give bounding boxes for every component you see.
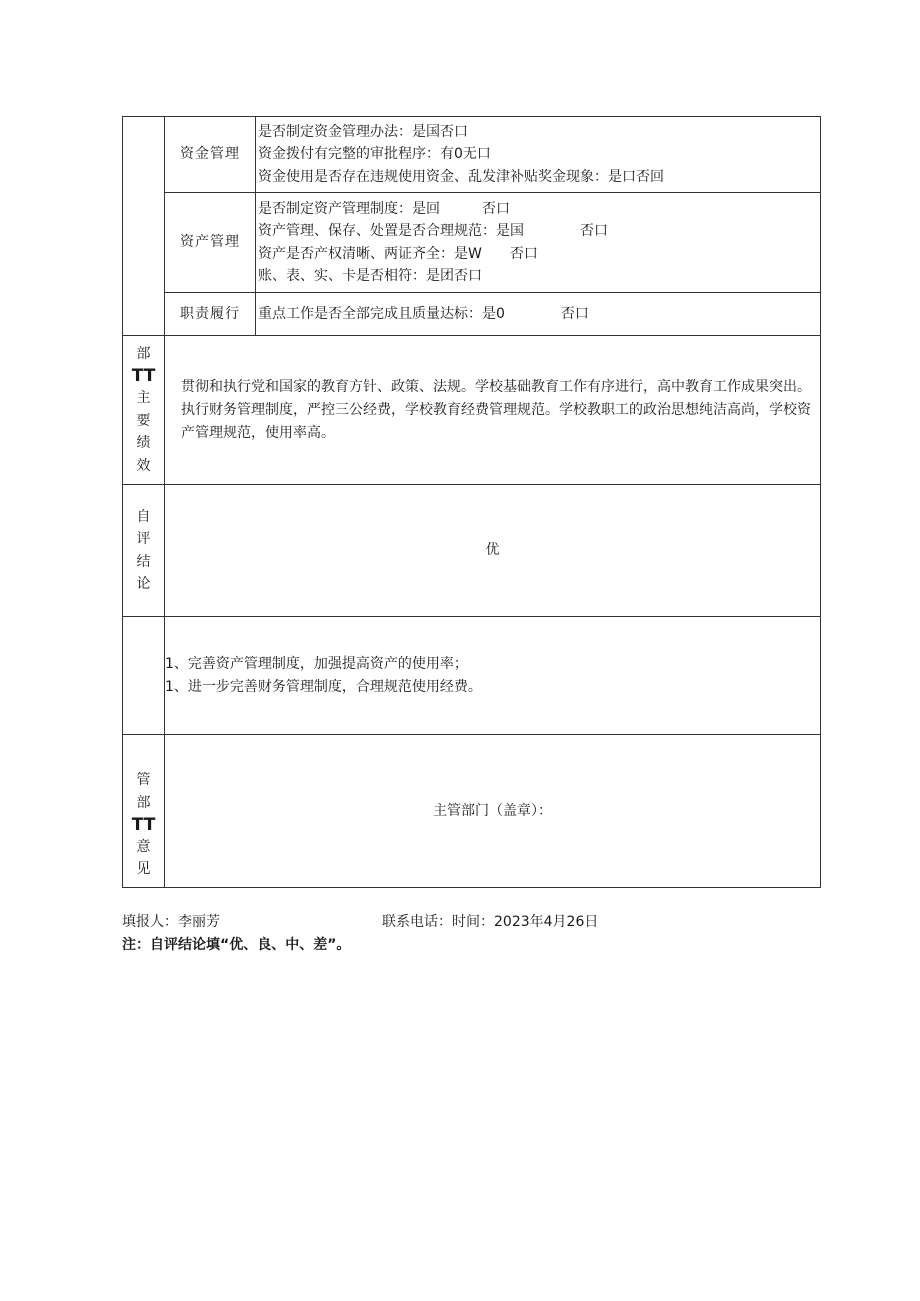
stamp-text: 主管部门（盖章）：: [165, 735, 821, 888]
opinion-row: [123, 735, 821, 888]
label-char: 管: [136, 772, 151, 789]
fund-line: 是否制定资金管理办法：是国否口: [258, 123, 468, 140]
asset-line: 资产管理、保存、处置是否合理规范：是国 否口: [258, 223, 608, 239]
label-char: 主: [136, 390, 151, 407]
label-char: 绩: [136, 435, 151, 452]
performance-text: 贯彻和执行党和国家的教育方针、政策、法规。学校基础教育工作有序进行，高中教育工作成果突出。执行财务管理制度，严控三公经费，学校教育经费管理规范。学校教职工的政治思想纯洁高尚，学校资产管理规范，使用率高。: [181, 378, 811, 441]
suggestions-section-label: [123, 617, 165, 735]
label-char: 部: [136, 346, 151, 363]
asset-line: 账、表、实、卡是否相符：是团否口: [258, 268, 482, 284]
self-eval-section-label: [123, 485, 165, 617]
self-eval-value: 优: [165, 485, 821, 617]
performance-row: [123, 336, 821, 485]
label-char: TT: [131, 815, 156, 835]
fund-lines: [256, 117, 821, 193]
performance-section-label: [123, 336, 165, 485]
label-char: TT: [131, 366, 156, 387]
footer: [122, 912, 822, 955]
management-section-label: [123, 117, 165, 336]
duty-line: 重点工作是否全部完成且质量达标：是0 否口: [256, 293, 821, 336]
opinion-section-label: [123, 735, 165, 888]
label-char: 自: [136, 508, 151, 525]
asset-row: [123, 193, 821, 293]
reporter: 填报人：李丽芳: [122, 914, 220, 930]
footer-row: [122, 912, 822, 932]
suggestion-item: 1、完善资产管理制度，加强提高资产的使用率；: [165, 655, 468, 672]
label-char: 效: [136, 457, 151, 474]
fund-row: [123, 117, 821, 193]
asset-line: 是否制定资产管理制度：是回 否口: [258, 200, 510, 217]
asset-line: 资产是否产权清晰、两证齐全：是W 否口: [258, 245, 538, 262]
label-char: 部: [136, 794, 151, 811]
asset-label: 资产管理: [165, 193, 256, 293]
fund-line: 资金拨付有完整的审批程序：有0无口: [258, 146, 491, 163]
suggestions-cell: [165, 617, 821, 735]
label-char: 见: [136, 861, 151, 878]
footer-note: 注：自评结论填“优、良、中、差”。: [122, 937, 351, 953]
suggestion-item: 1、进一步完善财务管理制度，合理规范使用经费。: [165, 678, 482, 695]
fund-line: 资金使用是否存在违规使用资金、乱发津补贴奖金现象：是口否回: [258, 168, 664, 185]
label-char: 评: [136, 531, 151, 548]
self-eval-row: [123, 485, 821, 617]
label-char: 要: [136, 412, 151, 429]
duty-row: [123, 293, 821, 336]
fund-label: 资金管理: [165, 117, 256, 193]
performance-text-cell: [165, 336, 821, 485]
label-char: 论: [136, 575, 151, 592]
duty-label: 职责履行: [165, 293, 256, 336]
label-char: 意: [136, 839, 151, 855]
contact-info: 联系电话：时间：2023年4月26日: [382, 914, 599, 930]
asset-lines: [256, 193, 821, 293]
evaluation-form-table: [122, 116, 821, 888]
suggestions-row: [123, 617, 821, 735]
label-char: 结: [136, 553, 151, 570]
